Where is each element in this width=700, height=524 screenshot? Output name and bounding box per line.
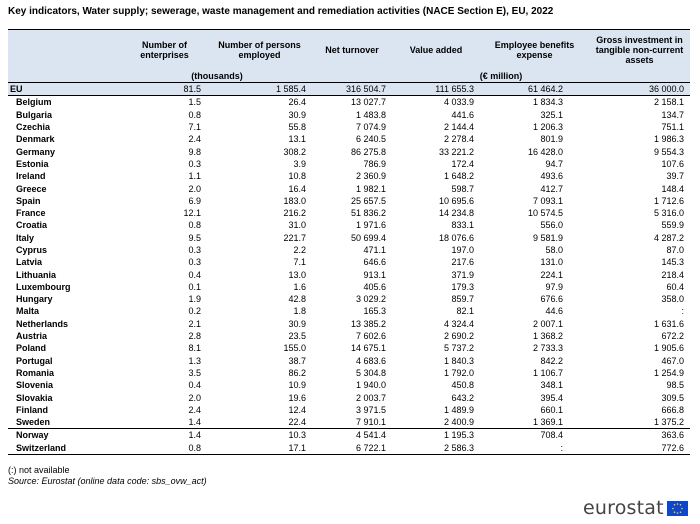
not-available-note: (:) not available [8, 465, 70, 475]
table-body [8, 83, 690, 455]
table-row [8, 293, 690, 305]
table-cell: 913.1 [363, 269, 386, 280]
logo-text: eurostat [583, 497, 664, 519]
table-row [8, 244, 690, 256]
table-cell: 9.5 [188, 232, 201, 243]
country-name: Romania [16, 367, 55, 378]
table-cell: 87.0 [666, 245, 684, 255]
table-cell: 405.6 [363, 281, 386, 292]
table-cell: 3.5 [188, 367, 201, 378]
table-cell: 0.4 [188, 380, 201, 391]
country-name: EU [8, 83, 122, 96]
table-cell: 111 655.3 [392, 83, 480, 96]
table-row [8, 391, 690, 403]
table-cell: 1 648.2 [443, 171, 474, 182]
table-cell: 1.5 [188, 97, 201, 108]
table-cell: 7 093.1 [532, 195, 563, 206]
table-cell: 1 840.3 [443, 355, 474, 366]
table-cell: 42.8 [288, 294, 306, 305]
table-cell: 1 106.7 [532, 367, 563, 378]
country-name: Austria [16, 331, 48, 342]
table-cell: 1.3 [188, 355, 201, 366]
table-cell: 44.6 [545, 306, 563, 317]
table-cell: 221.7 [283, 232, 306, 243]
indicators-table-container [8, 29, 690, 455]
table-cell: 55.8 [288, 122, 306, 133]
table-cell: 39.7 [666, 171, 684, 182]
table-cell: 107.6 [661, 158, 684, 169]
column-header [8, 30, 122, 71]
table-cell: 82.1 [456, 306, 474, 317]
table-cell: 23.5 [288, 331, 306, 342]
table-row [8, 256, 690, 268]
unit-thousands-label: (thousands) [122, 70, 312, 83]
table-cell: 10 695.6 [438, 195, 474, 206]
table-cell: 145.3 [661, 257, 684, 268]
table-cell: 2.0 [188, 392, 201, 403]
table-cell: 31.0 [288, 220, 306, 231]
table-cell: 6 722.1 [312, 442, 392, 455]
table-cell: 19.6 [288, 392, 306, 403]
table-cell: 179.3 [451, 281, 474, 292]
table-cell: 2 278.4 [443, 134, 474, 145]
table-cell: 1 375.2 [653, 417, 684, 428]
table-cell: 26.4 [288, 97, 306, 108]
table-cell: 97.9 [545, 281, 563, 292]
table-cell: 309.5 [661, 392, 684, 403]
table-cell: 1 971.6 [355, 220, 386, 231]
table-cell: 676.6 [540, 294, 563, 305]
table-cell: 2 400.9 [443, 417, 474, 428]
table-cell: 30.9 [288, 109, 306, 120]
country-name: Norway [8, 429, 122, 442]
table-cell: 6.9 [188, 195, 201, 206]
table-cell: 50 699.4 [350, 232, 386, 243]
table-cell: 4 033.9 [443, 97, 474, 108]
table-cell: 7 602.6 [355, 331, 386, 342]
table-cell: 467.0 [661, 355, 684, 366]
table-cell: 348.1 [540, 380, 563, 391]
table-cell: 17.1 [207, 442, 312, 455]
country-name: Cyprus [16, 245, 48, 255]
table-cell: 183.0 [283, 195, 306, 206]
table-cell: 358.0 [661, 294, 684, 305]
table-row [8, 109, 690, 121]
table-cell: 5 737.2 [443, 343, 474, 354]
column-header: Gross investment in tangible non-current assets [589, 30, 690, 71]
unit-row [8, 70, 690, 83]
table-row [8, 355, 690, 367]
table-cell: 224.1 [540, 269, 563, 280]
country-name: Finland [16, 404, 48, 415]
table-row [8, 182, 690, 194]
table-row [8, 442, 690, 455]
table-cell: 165.3 [363, 306, 386, 317]
table-cell: 598.7 [451, 183, 474, 194]
table-cell: 33 221.2 [438, 146, 474, 157]
table-cell: 0.3 [188, 257, 201, 268]
country-name: Latvia [16, 257, 43, 268]
table-cell: 0.3 [188, 245, 201, 255]
table-cell: 412.7 [540, 183, 563, 194]
table-row [8, 170, 690, 182]
table-cell: 4 287.2 [653, 232, 684, 243]
table-cell: 660.1 [540, 404, 563, 415]
table-row [8, 96, 690, 109]
table-cell: 1.1 [188, 171, 201, 182]
table-cell: 2.4 [188, 404, 201, 415]
country-name: Sweden [16, 417, 51, 428]
table-cell: 5 316.0 [653, 208, 684, 219]
column-header: Value added [392, 30, 480, 71]
table-row [8, 145, 690, 157]
table-cell: 58.0 [545, 245, 563, 255]
table-cell: 2 586.3 [392, 442, 480, 455]
table-cell: 1.4 [188, 417, 201, 428]
table-row [8, 367, 690, 379]
table-cell: 646.6 [363, 257, 386, 268]
table-cell: 2.8 [188, 331, 201, 342]
table-cell: 2.4 [188, 134, 201, 145]
table-cell: 86.2 [288, 367, 306, 378]
table-cell: 172.4 [451, 158, 474, 169]
column-header: Net turnover [312, 30, 392, 71]
table-cell: 22.4 [288, 417, 306, 428]
table-cell: 9 581.9 [532, 232, 563, 243]
table-cell: 1 834.3 [532, 97, 563, 108]
table-cell: 7.1 [188, 122, 201, 133]
table-cell: 16.4 [288, 183, 306, 194]
table-cell: 2 158.1 [653, 97, 684, 108]
country-name: Denmark [16, 134, 55, 145]
table-cell: 0.8 [122, 442, 207, 455]
table-cell: 2 360.9 [355, 171, 386, 182]
country-name: Switzerland [8, 442, 122, 455]
table-cell: 1.9 [188, 294, 201, 305]
table-row [8, 268, 690, 280]
table-cell: 643.2 [451, 392, 474, 403]
table-cell: 2 144.4 [443, 122, 474, 133]
country-name: Malta [16, 306, 40, 317]
table-cell: 13 385.2 [350, 318, 386, 329]
table-cell: 12.1 [183, 208, 201, 219]
table-cell: 98.5 [666, 380, 684, 391]
table-cell: 3 029.2 [355, 294, 386, 305]
table-row [8, 207, 690, 219]
country-name: Netherlands [16, 318, 69, 329]
indicators-table [8, 29, 690, 455]
table-row [8, 379, 690, 391]
table-cell: 216.2 [283, 208, 306, 219]
country-name: Italy [16, 232, 35, 243]
table-cell: 316 504.7 [312, 83, 392, 96]
country-name: Hungary [16, 294, 53, 305]
eu-flag-icon [667, 501, 688, 516]
table-cell: 81.5 [122, 83, 207, 96]
table-cell: 441.6 [451, 109, 474, 120]
column-header: Number of enterprises [122, 30, 207, 71]
table-cell: 1 206.3 [532, 122, 563, 133]
table-cell: 13 027.7 [350, 97, 386, 108]
table-cell: 1 982.1 [355, 183, 386, 194]
table-cell: 38.7 [288, 355, 306, 366]
table-cell: 0.2 [188, 306, 201, 317]
table-cell: 25 657.5 [350, 195, 386, 206]
table-cell: 2 690.2 [443, 331, 474, 342]
table-cell: 751.1 [661, 122, 684, 133]
table-cell: 12.4 [288, 404, 306, 415]
eurostat-logo [583, 497, 688, 519]
table-cell: 94.7 [545, 158, 563, 169]
table-cell: 13.0 [288, 269, 306, 280]
country-name: Estonia [16, 158, 49, 169]
table-cell: 155.0 [283, 343, 306, 354]
unit-million-label: (€ million) [312, 70, 690, 83]
table-cell: 18 076.6 [438, 232, 474, 243]
source-note: Source: Eurostat (online data code: sbs_ovw_act) [8, 476, 207, 486]
country-name: France [16, 208, 46, 219]
table-cell: 60.4 [666, 281, 684, 292]
table-cell: 16 428.0 [527, 146, 563, 157]
table-cell: 493.6 [540, 171, 563, 182]
table-cell: 1 631.6 [653, 318, 684, 329]
table-cell: 10.8 [288, 171, 306, 182]
table-cell: 1.4 [122, 429, 207, 442]
table-cell: 363.6 [589, 429, 690, 442]
table-cell: 2.1 [188, 318, 201, 329]
table-cell: 0.8 [188, 109, 201, 120]
table-cell: 8.1 [188, 343, 201, 354]
table-cell: 556.0 [540, 220, 563, 231]
table-cell: 10.3 [207, 429, 312, 442]
table-cell: 10 574.5 [527, 208, 563, 219]
table-row [8, 195, 690, 207]
table-cell: 708.4 [480, 429, 589, 442]
table-row [8, 318, 690, 330]
table-cell: 51 836.2 [350, 208, 386, 219]
table-cell: 1.8 [293, 306, 306, 317]
table-row [8, 232, 690, 244]
table-cell: 1 254.9 [653, 367, 684, 378]
table-cell: 2.2 [293, 245, 306, 255]
table-cell: 3.9 [293, 158, 306, 169]
table-cell: 5 304.8 [355, 367, 386, 378]
table-cell: 134.7 [661, 109, 684, 120]
country-name: Slovenia [16, 380, 54, 391]
table-row [8, 342, 690, 354]
table-row [8, 429, 690, 442]
table-cell: 666.8 [661, 404, 684, 415]
table-cell: 0.4 [188, 269, 201, 280]
table-cell: 450.8 [451, 380, 474, 391]
table-cell: 1 792.0 [443, 367, 474, 378]
table-cell: 471.1 [363, 245, 386, 255]
table-cell: 1 712.6 [653, 195, 684, 206]
table-cell: 14 675.1 [350, 343, 386, 354]
table-cell: 14 234.8 [438, 208, 474, 219]
table-row [8, 158, 690, 170]
table-cell: 1 986.3 [653, 134, 684, 145]
country-name: Spain [16, 195, 41, 206]
country-name: Belgium [16, 97, 52, 108]
table-cell: 1 368.2 [532, 331, 563, 342]
table-cell: 10.9 [288, 380, 306, 391]
country-name: Slovakia [16, 392, 53, 403]
table-cell: 36 000.0 [589, 83, 690, 96]
table-cell: 4 541.4 [312, 429, 392, 442]
table-cell: 1 489.9 [443, 404, 474, 415]
table-cell: 9 554.3 [653, 146, 684, 157]
table-cell: 371.9 [451, 269, 474, 280]
table-cell: 13.1 [288, 134, 306, 145]
table-cell: 1 905.6 [653, 343, 684, 354]
country-name: Germany [16, 146, 56, 157]
country-name: Portugal [16, 355, 53, 366]
table-cell: 2.0 [188, 183, 201, 194]
table-cell: 217.6 [451, 257, 474, 268]
table-cell: 4 324.4 [443, 318, 474, 329]
table-cell: 308.2 [283, 146, 306, 157]
table-cell: 1 483.8 [355, 109, 386, 120]
table-row [8, 133, 690, 145]
table-cell: 395.4 [540, 392, 563, 403]
country-name: Croatia [16, 220, 48, 231]
table-cell: 7 910.1 [355, 417, 386, 428]
table-cell: 197.0 [451, 245, 474, 255]
country-name: Bulgaria [16, 109, 53, 120]
table-cell: 218.4 [661, 269, 684, 280]
table-cell: : [480, 442, 589, 455]
table-cell: 7 074.9 [355, 122, 386, 133]
table-row [8, 121, 690, 133]
country-name: Ireland [16, 171, 46, 182]
column-header: Employee benefits expense [480, 30, 589, 71]
country-name: Luxembourg [16, 281, 71, 292]
table-cell: 0.1 [188, 281, 201, 292]
country-name: Lithuania [16, 269, 56, 280]
table-cell: 1.6 [293, 281, 306, 292]
table-row [8, 416, 690, 429]
header-row [8, 30, 690, 71]
table-cell: 842.2 [540, 355, 563, 366]
table-cell: 4 683.6 [355, 355, 386, 366]
table-cell: 0.3 [188, 158, 201, 169]
table-row [8, 281, 690, 293]
table-row [8, 305, 690, 317]
table-cell: 801.9 [540, 134, 563, 145]
table-cell: 3 971.5 [355, 404, 386, 415]
country-name: Poland [16, 343, 47, 354]
table-cell: 2 007.1 [532, 318, 563, 329]
table-cell: 9.8 [188, 146, 201, 157]
column-header: Number of persons employed [207, 30, 312, 71]
table-cell: 6 240.5 [355, 134, 386, 145]
table-cell: 7.1 [293, 257, 306, 268]
table-cell: : [681, 306, 684, 317]
country-name: Greece [16, 183, 47, 194]
table-cell: 0.8 [188, 220, 201, 231]
eu-row [8, 83, 690, 96]
country-name: Czechia [16, 122, 51, 133]
table-row [8, 330, 690, 342]
table-cell: 1 195.3 [392, 429, 480, 442]
table-cell: 772.6 [589, 442, 690, 455]
table-cell: 672.2 [661, 331, 684, 342]
table-cell: 833.1 [451, 220, 474, 231]
table-row [8, 219, 690, 231]
table-cell: 86 275.8 [350, 146, 386, 157]
table-cell: 1 369.1 [532, 417, 563, 428]
table-row [8, 404, 690, 416]
table-cell: 61 464.2 [480, 83, 589, 96]
table-cell: 1 585.4 [207, 83, 312, 96]
table-cell: 1 940.0 [355, 380, 386, 391]
table-cell: 30.9 [288, 318, 306, 329]
table-title: Key indicators, Water supply; sewerage, waste management and remediation activities (NACE Section E), EU, 2022 [8, 6, 554, 17]
table-cell: 148.4 [661, 183, 684, 194]
table-cell: 786.9 [363, 158, 386, 169]
table-cell: 131.0 [540, 257, 563, 268]
table-cell: 559.9 [661, 220, 684, 231]
table-cell: 2 003.7 [355, 392, 386, 403]
table-notes [8, 465, 207, 487]
table-cell: 859.7 [451, 294, 474, 305]
table-cell: 2 733.3 [532, 343, 563, 354]
table-cell: 325.1 [540, 109, 563, 120]
